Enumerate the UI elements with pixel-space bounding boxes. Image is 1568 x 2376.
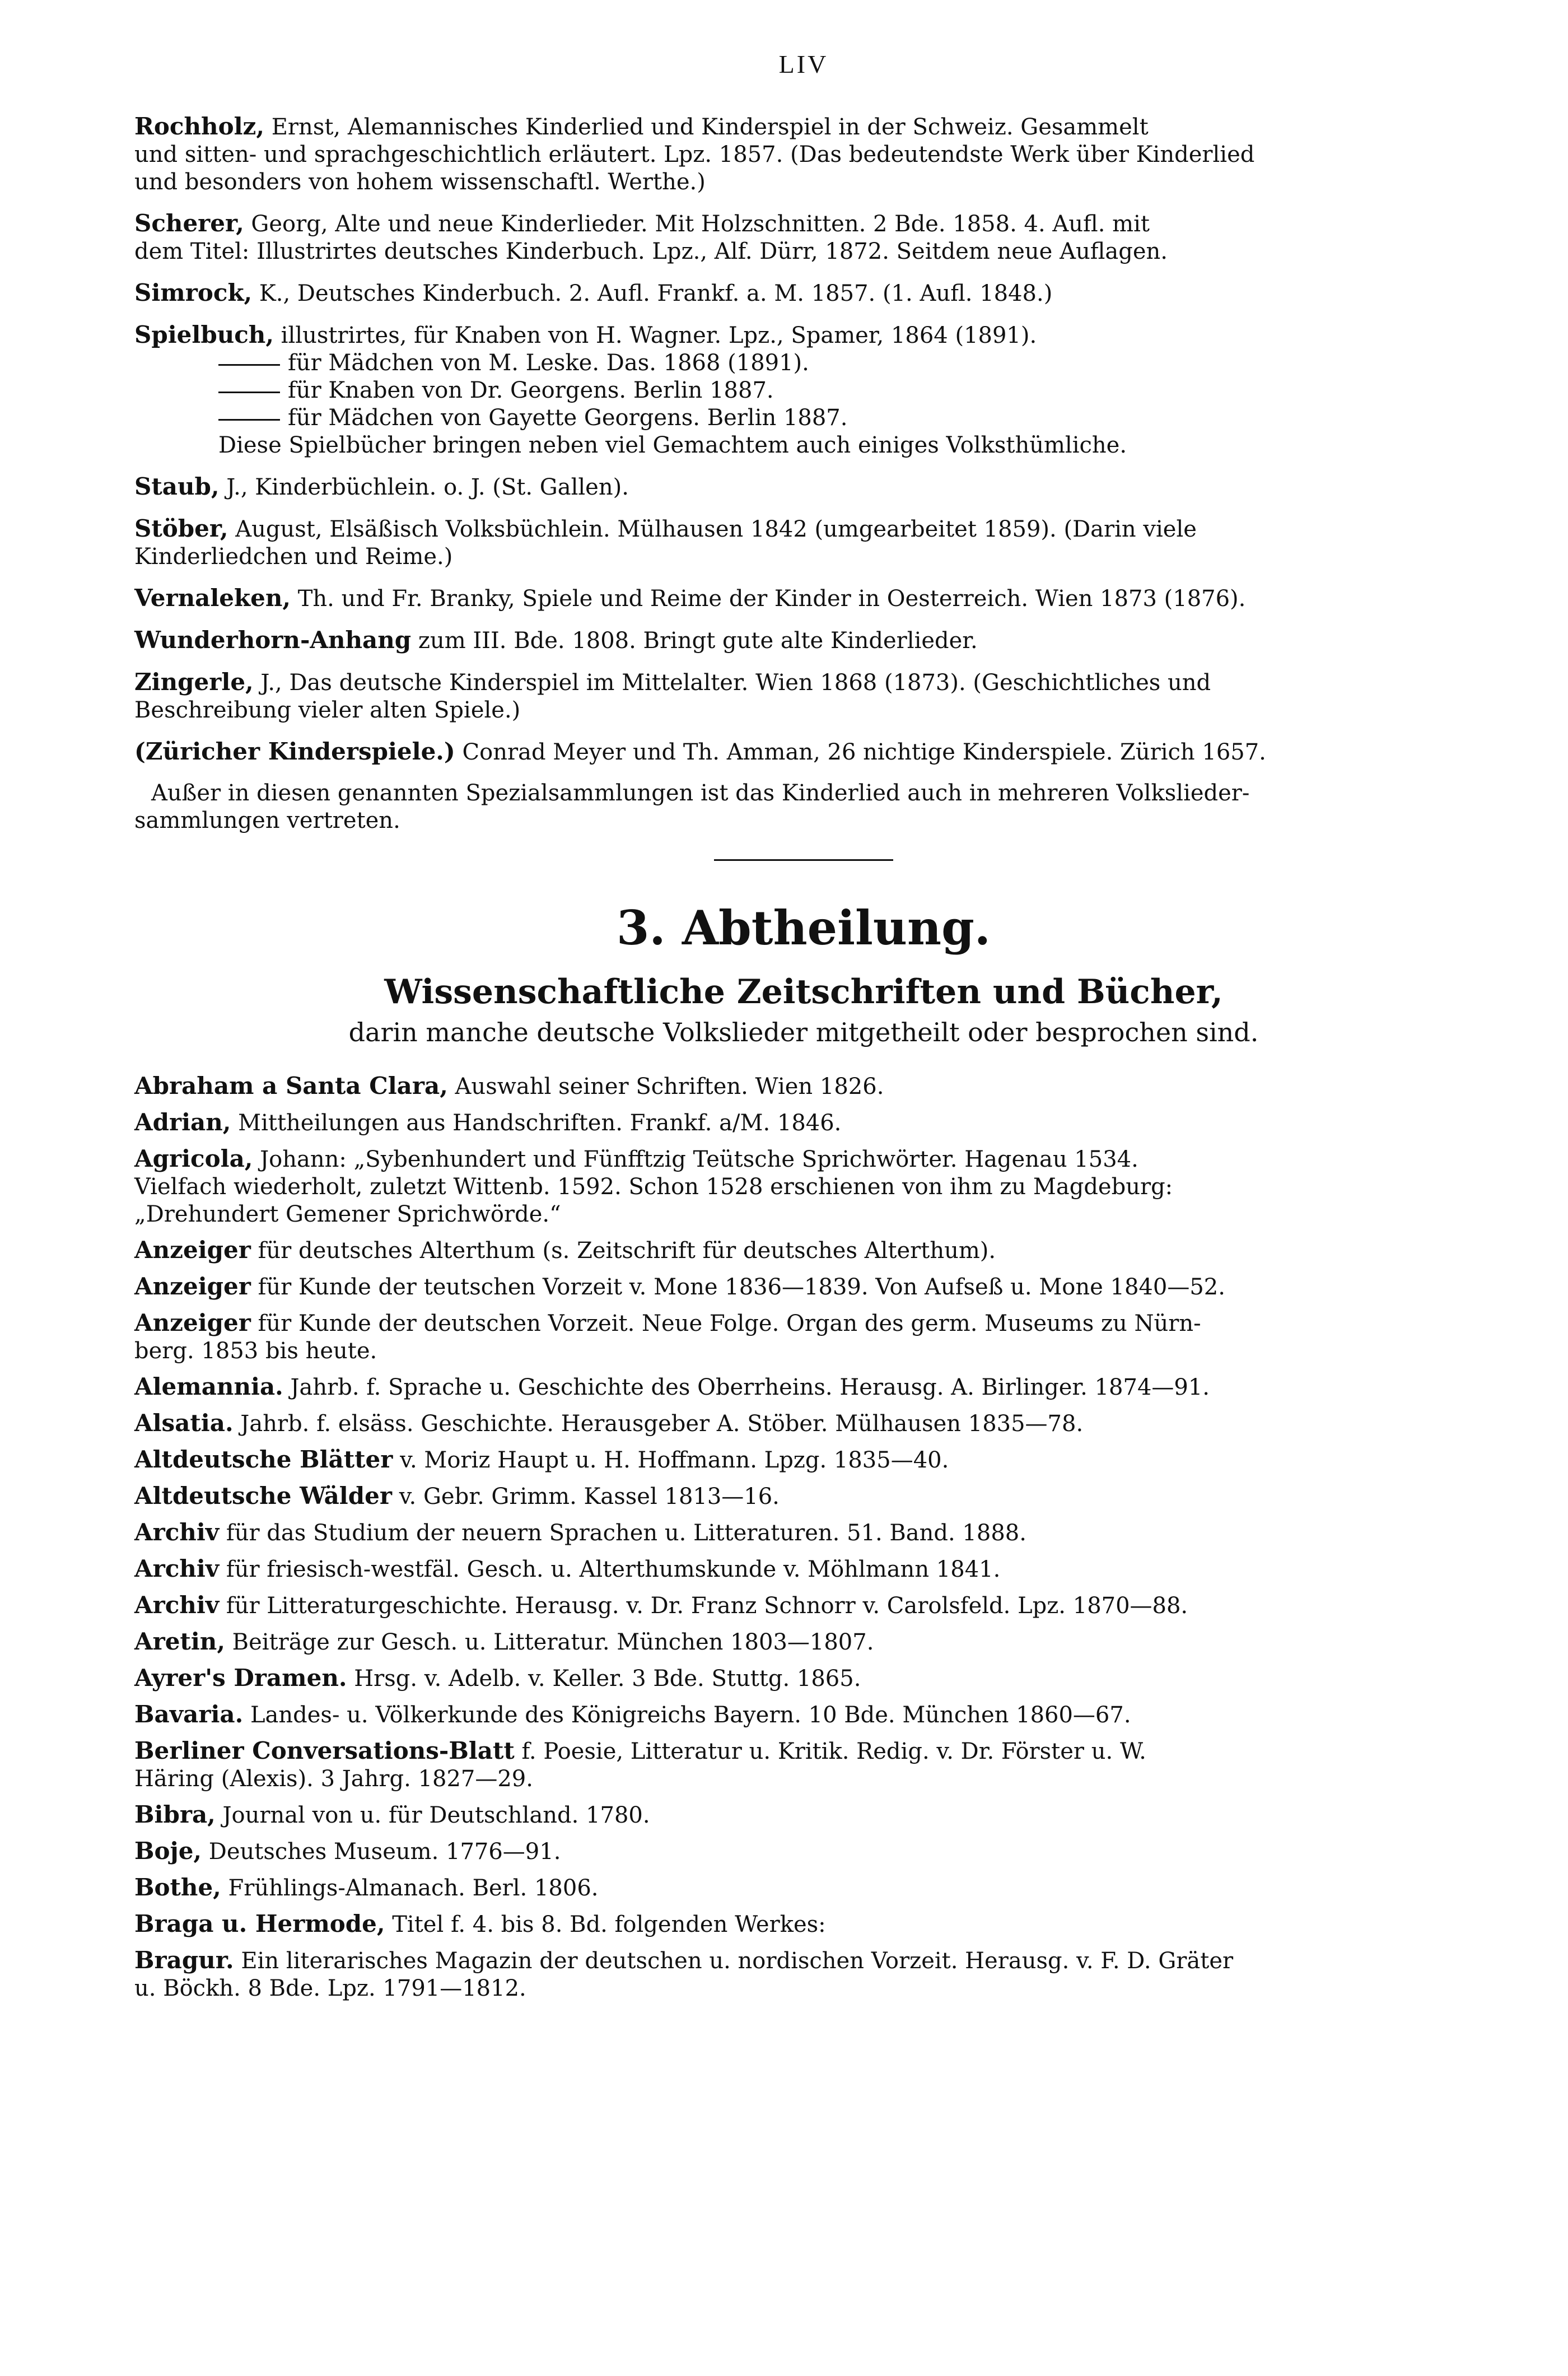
entry-text: für Mädchen von M. Leske. Das. 1868 (1891). xyxy=(288,350,809,376)
bibliography-entry xyxy=(134,1664,1473,1693)
entry-line xyxy=(134,1664,1473,1693)
bibliography-entry xyxy=(134,1373,1473,1401)
bibliography-entry xyxy=(134,515,1473,571)
entry-line xyxy=(134,1145,1473,1173)
bibliography-entry xyxy=(134,113,1473,196)
entry-text: für das Studium der neuern Sprachen u. Litteraturen. 51. Band. 1888. xyxy=(219,1520,1026,1546)
entry-heading: Altdeutsche Wälder xyxy=(134,1482,392,1510)
entry-heading: Bothe, xyxy=(134,1874,221,1901)
entry-text: f. Poesie, Litteratur u. Kritik. Redig. v. Dr. Förster u. W. xyxy=(514,1739,1146,1764)
bibliography-entry xyxy=(134,1108,1473,1137)
entry-heading: Ayrer's Dramen. xyxy=(134,1664,347,1692)
entry-heading: Alemannia. xyxy=(134,1373,283,1400)
entry-line xyxy=(134,1765,1473,1793)
entry-heading: Adrian, xyxy=(134,1108,231,1136)
bibliography-entry xyxy=(134,1628,1473,1656)
entry-line xyxy=(134,1201,1473,1228)
bibliography-entry xyxy=(134,738,1473,766)
entry-text: Kinderliedchen und Reime.) xyxy=(134,544,453,570)
entry-line xyxy=(134,1555,1473,1583)
bibliography-entry xyxy=(134,1701,1473,1729)
entry-text: Deutsches Museum. 1776—91. xyxy=(202,1839,561,1865)
entry-heading: Spielbuch, xyxy=(134,321,274,348)
entry-text: Häring (Alexis). 3 Jahrg. 1827—29. xyxy=(134,1766,533,1792)
entry-line xyxy=(134,1518,1473,1547)
bibliography-entry xyxy=(134,1737,1473,1793)
entry-text: für Kunde der deutschen Vorzeit. Neue Folge. Organ des germ. Museums zu Nürn- xyxy=(250,1311,1201,1336)
entry-text: v. Gebr. Grimm. Kassel 1813—16. xyxy=(391,1484,780,1510)
entry-text: August, Elsäßisch Volksbüchlein. Mülhausen 1842 (umgearbeitet 1859). (Darin viele xyxy=(228,516,1197,542)
entry-text: Ein literarisches Magazin der deutschen u. nordischen Vorzeit. Herausg. v. F. D. Gräter xyxy=(234,1948,1234,1974)
entry-line xyxy=(134,1701,1473,1729)
entry-heading: Rochholz, xyxy=(134,113,265,140)
entry-line xyxy=(134,238,1473,265)
entry-heading: Bragur. xyxy=(134,1946,234,1974)
bibliography-entry xyxy=(134,1409,1473,1438)
entry-heading: Stöber, xyxy=(134,515,228,542)
ditto-dash xyxy=(218,419,280,421)
entry-line xyxy=(134,1373,1473,1401)
bibliography-entry xyxy=(134,584,1473,613)
entry-heading: Wunderhorn-Anhang xyxy=(134,626,412,654)
bibliography-entry xyxy=(134,1273,1473,1301)
entry-text: für Knaben von Dr. Georgens. Berlin 1887. xyxy=(288,378,774,403)
entry-heading: Altdeutsche Blätter xyxy=(134,1446,393,1473)
entry-line xyxy=(134,1446,1473,1474)
entry-line xyxy=(134,1737,1473,1765)
entry-line xyxy=(134,473,1473,501)
entry-text: und besonders von hohem wissenschaftl. Werthe.) xyxy=(134,169,706,195)
entry-text: für Litteraturgeschichte. Herausg. v. Dr. Franz Schnorr v. Carolsfeld. Lpz. 1870—88. xyxy=(219,1593,1188,1619)
bibliography-entry xyxy=(134,1518,1473,1547)
entry-line xyxy=(134,1338,1473,1365)
entry-line xyxy=(134,1072,1473,1101)
entry-line xyxy=(134,668,1473,697)
entry-heading: Anzeiger xyxy=(134,1273,251,1300)
entry-text: für deutsches Alterthum (s. Zeitschrift für deutsches Alterthum). xyxy=(250,1238,996,1264)
bibliography-entry xyxy=(134,1591,1473,1620)
entry-line xyxy=(134,113,1473,141)
entry-line xyxy=(134,321,1473,350)
entry-text: illustrirtes, für Knaben von H. Wagner. Lpz., Spamer, 1864 (1891). xyxy=(273,323,1037,348)
bibliography-entry xyxy=(134,1837,1473,1866)
entry-text: Journal von u. für Deutschland. 1780. xyxy=(215,1802,650,1828)
bibliography-entry xyxy=(134,209,1473,265)
entry-heading: Archiv xyxy=(134,1591,220,1619)
entry-heading: Braga u. Hermode, xyxy=(134,1910,385,1937)
entry-heading: Anzeiger xyxy=(134,1236,251,1264)
entry-text: sammlungen vertreten. xyxy=(134,808,400,833)
entry-heading: (Züricher Kinderspiele.) xyxy=(134,738,455,765)
entry-heading: Staub, xyxy=(134,473,220,500)
bibliography-entry xyxy=(134,1309,1473,1365)
entry-line xyxy=(134,432,1473,459)
entry-line xyxy=(134,404,1473,432)
entry-text: Auswahl seiner Schriften. Wien 1826. xyxy=(447,1074,884,1100)
bibliography-entry xyxy=(134,473,1473,501)
entry-line xyxy=(134,1975,1473,2002)
section-number: 3. Abtheilung. xyxy=(616,900,991,956)
bibliography-entry xyxy=(134,1555,1473,1583)
entry-line xyxy=(134,141,1473,169)
entry-line xyxy=(134,377,1473,404)
bibliography-top xyxy=(134,113,1473,835)
entry-text: Hrsg. v. Adelb. v. Keller. 3 Bde. Stuttg. 1865. xyxy=(347,1666,861,1692)
bibliography-entry xyxy=(134,279,1473,308)
entry-text: „Drehundert Gemener Sprichwörde.“ xyxy=(134,1201,561,1227)
entry-heading: Anzeiger xyxy=(134,1309,251,1336)
bibliography-entry xyxy=(134,1801,1473,1829)
entry-text: Georg, Alte und neue Kinderlieder. Mit Holzschnitten. 2 Bde. 1858. 4. Aufl. mit xyxy=(244,211,1150,237)
bibliography-entry xyxy=(134,1946,1473,2002)
entry-line xyxy=(134,515,1473,543)
entry-line xyxy=(134,543,1473,571)
bibliography-bottom xyxy=(134,1072,1473,2002)
entry-line xyxy=(134,1236,1473,1265)
entry-line xyxy=(134,1482,1473,1511)
entry-heading: Bavaria. xyxy=(134,1701,244,1728)
entry-heading: Scherer, xyxy=(134,209,244,237)
entry-line xyxy=(134,1108,1473,1137)
entry-text: Außer in diesen genannten Spezialsammlungen ist das Kinderlied auch in mehreren Volkslieder- xyxy=(151,780,1250,806)
entry-line xyxy=(134,626,1473,655)
bibliography-entry xyxy=(134,1236,1473,1265)
entry-text: für Kunde der teutschen Vorzeit v. Mone 1836—1839. Von Aufseß u. Mone 1840—52. xyxy=(250,1274,1225,1300)
entry-heading: Berliner Conversations-Blatt xyxy=(134,1737,515,1764)
page-number: LIV xyxy=(778,50,829,78)
bibliography-entry xyxy=(134,1145,1473,1228)
bibliography-entry xyxy=(134,1072,1473,1101)
entry-text: u. Böckh. 8 Bde. Lpz. 1791—1812. xyxy=(134,1976,526,2001)
entry-text: J., Kinderbüchlein. o. J. (St. Gallen). xyxy=(219,474,629,500)
ditto-dash xyxy=(218,392,280,393)
entry-heading: Archiv xyxy=(134,1555,220,1582)
entry-heading: Vernaleken, xyxy=(134,584,291,612)
entry-text: Jahrb. f. elsäss. Geschichte. Herausgeber A. Stöber. Mülhausen 1835—78. xyxy=(233,1411,1084,1437)
entry-text: Titel f. 4. bis 8. Bd. folgenden Werkes: xyxy=(385,1912,826,1937)
entry-text: Th. und Fr. Branky, Spiele und Reime der Kinder in Oesterreich. Wien 1873 (1876). xyxy=(291,586,1246,612)
entry-line xyxy=(134,1173,1473,1201)
bibliography-entry xyxy=(134,321,1473,459)
bibliography-entry xyxy=(134,668,1473,724)
entry-text: Conrad Meyer und Th. Amman, 26 nichtige Kinderspiele. Zürich 1657. xyxy=(455,739,1266,765)
entry-heading: Alsatia. xyxy=(134,1409,234,1437)
entry-line xyxy=(134,169,1473,196)
entry-text: Johann: „Sybenhundert und Fünfftzig Teütsche Sprichwörter. Hagenau 1534. xyxy=(253,1147,1138,1172)
entry-heading: Abraham a Santa Clara, xyxy=(134,1072,448,1100)
entry-line xyxy=(134,1273,1473,1301)
entry-line xyxy=(134,279,1473,308)
entry-heading: Zingerle, xyxy=(134,668,254,696)
entry-line xyxy=(134,1409,1473,1438)
entry-line xyxy=(134,1910,1473,1939)
entry-text: Ernst, Alemannisches Kinderlied und Kinderspiel in der Schweiz. Gesammelt xyxy=(264,114,1149,140)
entry-heading: Aretin, xyxy=(134,1628,225,1655)
entry-heading: Agricola, xyxy=(134,1145,253,1172)
entry-text: Landes- u. Völkerkunde des Königreichs Bayern. 10 Bde. München 1860—67. xyxy=(243,1702,1131,1728)
entry-text: Diese Spielbücher bringen neben viel Gemachtem auch einiges Volksthümliche. xyxy=(218,432,1127,458)
entry-text: v. Moriz Haupt u. H. Hoffmann. Lpzg. 1835—40. xyxy=(393,1447,949,1473)
entry-text: Beschreibung vieler alten Spiele.) xyxy=(134,697,521,723)
entry-line xyxy=(134,209,1473,238)
entry-text: Mittheilungen aus Handschriften. Frankf. a/M. 1846. xyxy=(231,1110,842,1136)
entry-line xyxy=(134,807,1473,835)
bibliography-entry xyxy=(134,626,1473,655)
bibliography-entry xyxy=(134,1910,1473,1939)
entry-text: zum III. Bde. 1808. Bringt gute alte Kinderlieder. xyxy=(411,628,978,654)
entry-line xyxy=(134,1309,1473,1338)
bibliography-entry xyxy=(134,1874,1473,1902)
entry-text: dem Titel: Illustrirtes deutsches Kinderbuch. Lpz., Alf. Dürr, 1872. Seitdem neue Auflagen. xyxy=(134,239,1168,264)
entry-heading: Boje, xyxy=(134,1837,202,1865)
entry-line xyxy=(134,1837,1473,1866)
entry-text: für Mädchen von Gayette Georgens. Berlin 1887. xyxy=(288,405,848,431)
bibliography-entry xyxy=(134,1482,1473,1511)
entry-heading: Simrock, xyxy=(134,279,253,306)
entry-text: für friesisch-westfäl. Gesch. u. Alterthumskunde v. Möhlmann 1841. xyxy=(219,1557,1001,1582)
entry-text: Frühlings-Almanach. Berl. 1806. xyxy=(221,1875,599,1901)
entry-line xyxy=(134,780,1473,807)
entry-line xyxy=(134,1591,1473,1620)
bibliography-entry xyxy=(134,780,1473,835)
entry-text: K., Deutsches Kinderbuch. 2. Aufl. Frankf. a. M. 1857. (1. Aufl. 1848.) xyxy=(252,281,1053,306)
entry-line xyxy=(134,1946,1473,1975)
entry-heading: Archiv xyxy=(134,1518,220,1546)
section-divider xyxy=(714,859,893,861)
section-subtitle: darin manche deutsche Volkslieder mitgetheilt oder besprochen sind. xyxy=(348,1017,1259,1047)
entry-text: Jahrb. f. Sprache u. Geschichte des Oberrheins. Herausg. A. Birlinger. 1874—91. xyxy=(283,1375,1210,1400)
ditto-dash xyxy=(218,364,280,366)
entry-line xyxy=(134,1628,1473,1656)
entry-text: Vielfach wiederholt, zuletzt Wittenb. 1592. Schon 1528 erschienen von ihm zu Magdeburg: xyxy=(134,1174,1173,1200)
entry-line xyxy=(134,584,1473,613)
entry-text: und sitten- und sprachgeschichtlich erläutert. Lpz. 1857. (Das bedeutendste Werk über Kinderlied xyxy=(134,142,1255,167)
entry-text: J., Das deutsche Kinderspiel im Mittelalter. Wien 1868 (1873). (Geschichtliches und xyxy=(253,670,1211,696)
entry-line xyxy=(134,738,1473,766)
bibliography-entry xyxy=(134,1446,1473,1474)
entry-line xyxy=(134,1874,1473,1902)
entry-line xyxy=(134,697,1473,724)
entry-line xyxy=(134,350,1473,377)
entry-heading: Bibra, xyxy=(134,1801,216,1828)
entry-line xyxy=(134,1801,1473,1829)
section-title: Wissenschaftliche Zeitschriften und Bücher, xyxy=(384,972,1223,1012)
entry-text: berg. 1853 bis heute. xyxy=(134,1338,377,1364)
entry-text: Beiträge zur Gesch. u. Litteratur. München 1803—1807. xyxy=(225,1629,874,1655)
